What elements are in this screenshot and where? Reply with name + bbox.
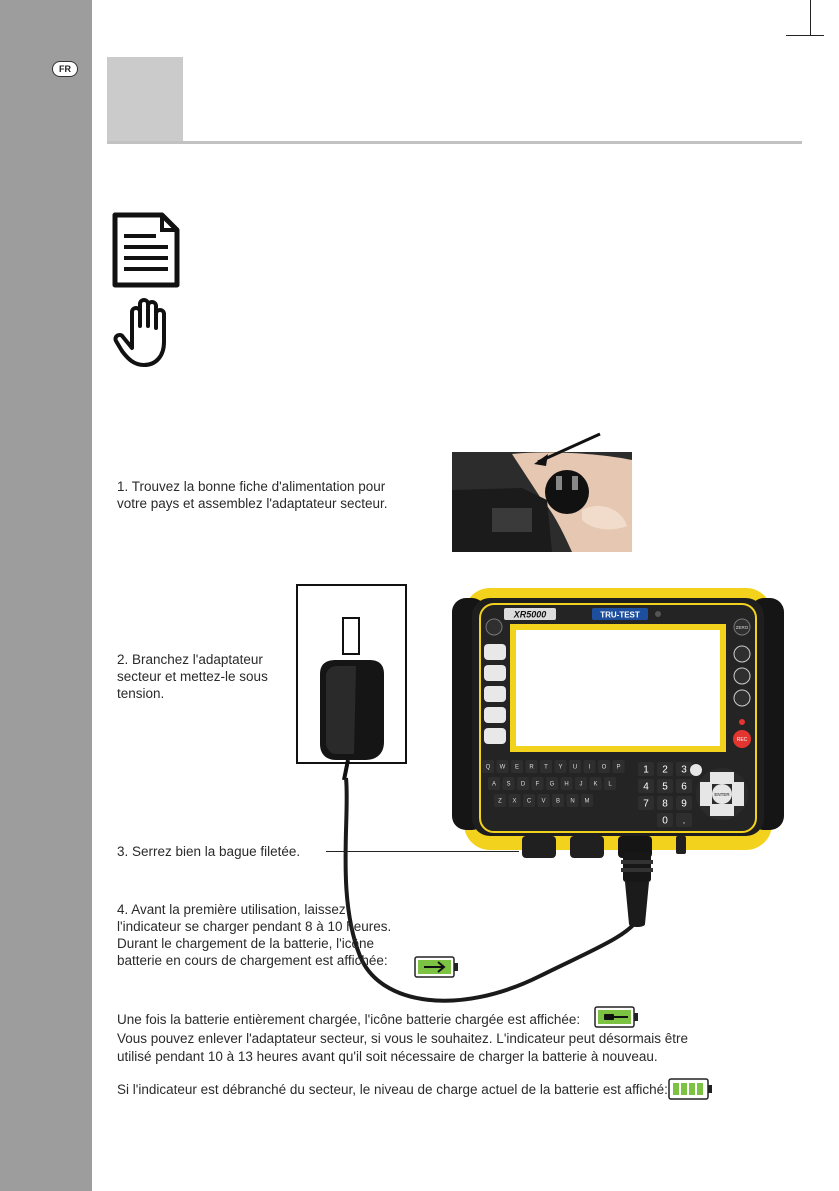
rec-key-label: REC [736,737,748,743]
threaded-ring-connector [617,852,657,930]
step-3-text: 3. Serrez bien la bague filetée. [117,844,301,859]
device-key-label: V [541,798,546,805]
device-key-label: L [608,781,612,788]
device-key-label: . [682,815,686,827]
document-icon [112,212,180,288]
xr5000-device [452,584,784,858]
disconnected-text: Si l'indicateur est débranché du secteur, le niveau de charge actuel de la batterie est affiché: [117,1082,668,1097]
device-key-label: Z [498,798,502,805]
brand-label: TRU-TEST [600,610,640,620]
device-key-label: Q [485,764,491,771]
device-key-label: 1 [643,764,649,776]
device-key-label: W [499,764,506,771]
enter-key-label: ENTER [714,792,730,797]
device-key-label: B [555,798,561,805]
device-key-label: E [514,764,520,771]
device-key-label: P [616,764,621,771]
device-key-label: 6 [681,781,687,793]
device-key-label: K [593,781,598,788]
step-1-text: 1. Trouvez la bonne fiche d'alimentation pour votre pays et assemblez l'adaptateur secteur. [117,479,388,511]
device-key-label: S [506,781,511,788]
charged-text: Une fois la batterie entièrement chargée, l'icône batterie chargée est affichée: [117,1012,581,1027]
device-key-label: 2 [662,764,668,776]
device-key-label: J [579,781,583,788]
plug-assembly-photo [452,430,632,552]
device-key-label: 5 [662,781,668,793]
device-key-label: 8 [662,798,668,810]
device-key-label: 9 [681,798,687,810]
crop-mark [786,35,824,36]
device-key-label: U [572,764,578,771]
device-key-label: Y [558,764,563,771]
device-key-label: F [535,781,540,788]
section-title-rule [107,141,802,144]
step-4-text: 4. Avant la première utilisation, laissez l'indicateur se charger pendant 8 à 10 heures. Durant le chargement de la batterie, l'icône batterie en cours de chargement est affichée: [117,902,392,968]
device-key-label: 7 [643,798,649,810]
device-key-label: C [526,798,532,805]
device-key-label: 4 [643,781,649,793]
model-label: XR5000 [513,609,547,620]
device-key-label: 0 [662,815,668,827]
battery-level-icon [668,1078,714,1100]
device-key-label: 3 [681,764,687,776]
unplug-text-line-1: Vous pouvez enlever l'adaptateur secteur, si vous le souhaitez. L'indicateur peut désormais être [117,1031,688,1046]
device-key-label: I [588,764,591,771]
zero-key-label: ZERO [735,625,749,630]
device-key-label: M [584,798,590,805]
wall-socket-adapter-image [296,584,408,780]
device-key-label: H [564,781,569,788]
page-sidebar [0,0,92,1191]
crop-mark [810,0,811,36]
device-key-label: D [520,781,526,788]
device-key-label: X [512,798,517,805]
device-key-label: G [549,781,555,788]
device-key-label: T [544,764,548,771]
device-key-label: A [491,781,497,788]
caution-hand-icon [112,296,176,368]
section-title-box [107,57,183,142]
language-badge: FR [52,61,78,77]
device-key-label: R [529,764,534,771]
step-2-text: 2. Branchez l'adaptateur secteur et mettez-le sous tension. [117,652,268,701]
device-key-label: O [601,764,607,771]
device-key-label: N [570,798,575,805]
battery-charging-icon [414,956,460,978]
unplug-text-line-2: utilisé pendant 10 à 13 heures avant qu'il soit nécessaire de charger la batterie à nouveau. [117,1049,658,1064]
battery-charged-icon [594,1006,640,1028]
leader-line [326,851,519,852]
